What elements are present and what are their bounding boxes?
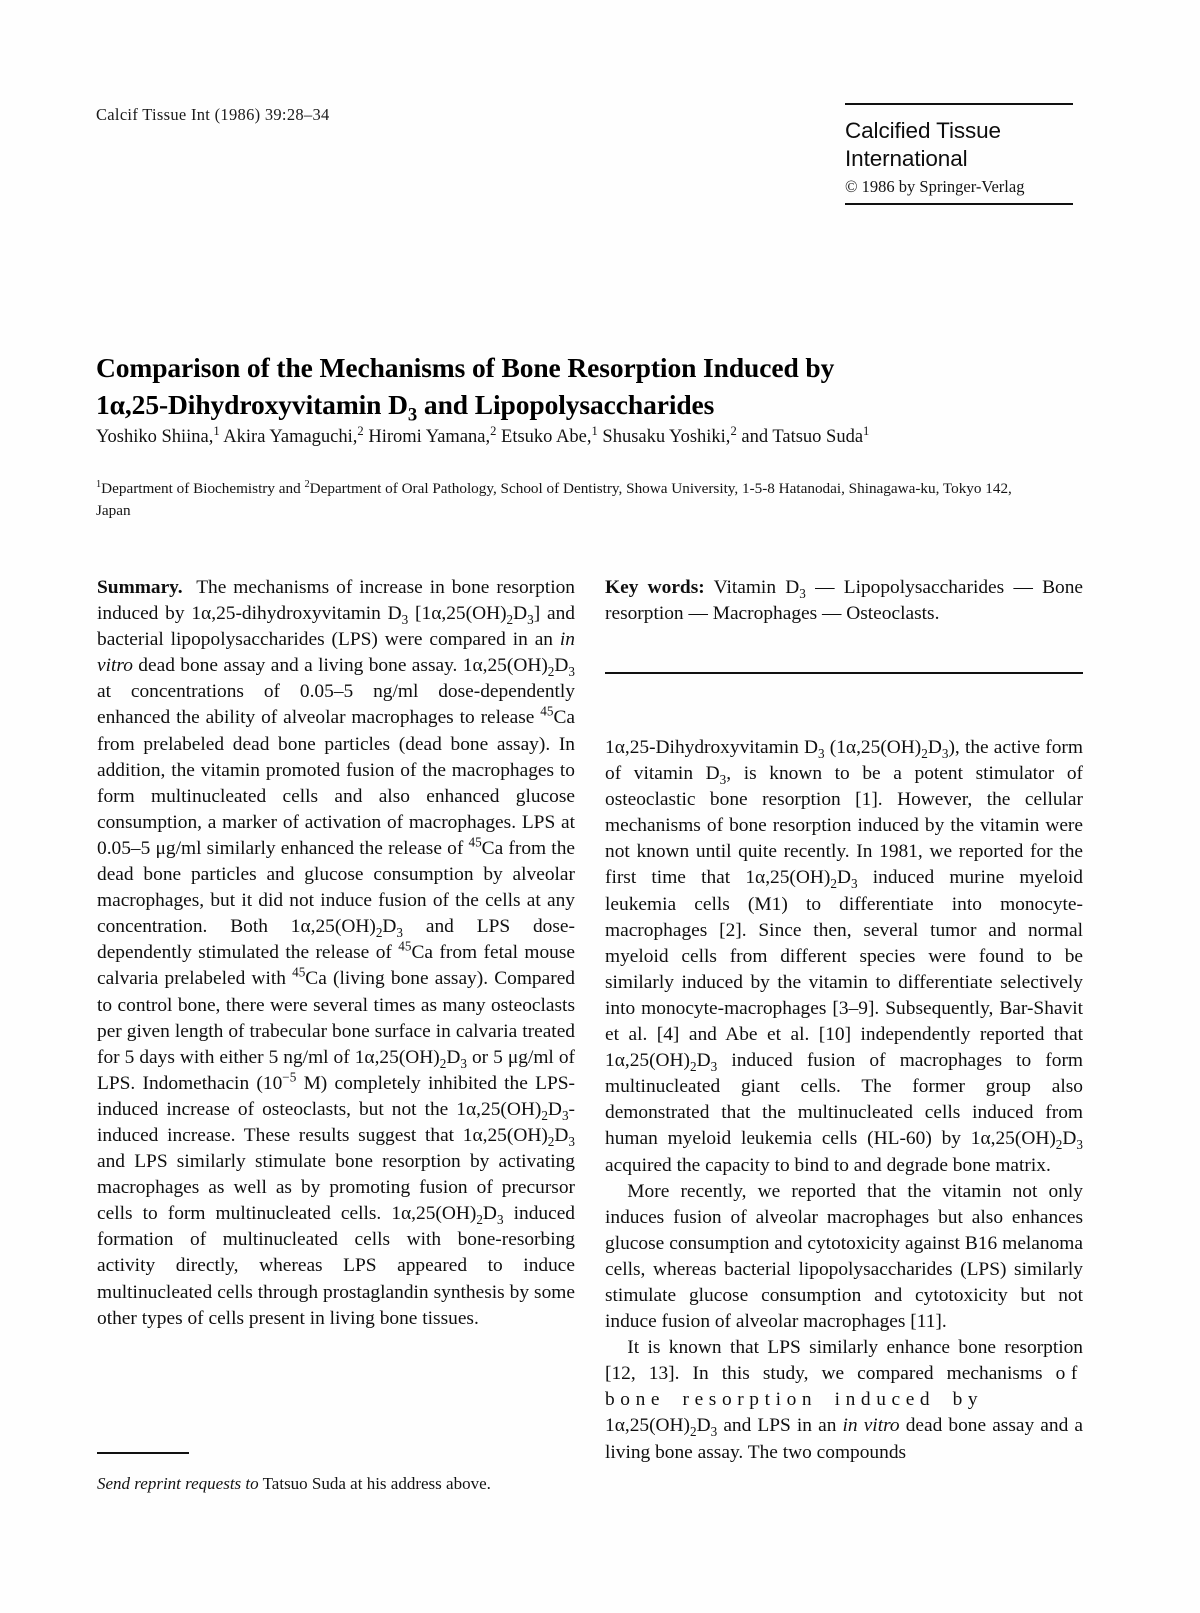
- author-list: Yoshiko Shiina,$^1$ Akira Yamaguchi,$^2$ Hiromi Yamana,$^2$ Etsuko Abe,$^1$ Shusaku Yoshiki,$^2$ and Tatsuo Suda$^1$: [96, 423, 870, 447]
- keywords-heading: Key words:: [605, 577, 705, 598]
- keywords-section: [605, 575, 1083, 627]
- masthead-rule-bottom: [845, 203, 1073, 205]
- copyright-line: © 1986 by Springer-Verlag: [845, 176, 1025, 196]
- journal-name-line-1: Calcified Tissue: [845, 118, 1001, 143]
- journal-name: [845, 117, 1073, 174]
- footnote-italic: Send reprint requests to: [97, 1474, 259, 1493]
- title-subscript: 3: [407, 404, 418, 426]
- title-line-1: Comparison of the Mechanisms of Bone Resorption Induced by: [96, 352, 835, 384]
- footnote: [97, 1473, 575, 1495]
- footnote-divider: [97, 1452, 189, 1454]
- journal-masthead: [845, 103, 1073, 205]
- summary-section: [97, 575, 575, 1332]
- keywords-divider: [605, 672, 1083, 674]
- summary-heading: Summary.: [97, 577, 183, 598]
- title-line-2-prefix: 1α,25-Dihydroxyvitamin D: [96, 388, 408, 420]
- running-head: Calcif Tissue Int (1986) 39:28–34: [96, 105, 330, 124]
- journal-name-line-2: International: [845, 146, 968, 172]
- keywords-paragraph: Key words: Vitamin $D_3$ — Lipopolysaccharides — Bone resorption — Macrophages — Osteoclasts.: [605, 577, 1084, 625]
- masthead-rule-top: [845, 103, 1073, 105]
- title-line-2-suffix: and Lipopolysaccharides: [417, 388, 715, 420]
- intro-paragraph-3: It is known that LPS similarly enhance bone resorption [12, 13]. In this study, we compared mechanisms of bone resorption induced by $1\alpha,25(OH)_2D_3$ and LPS in an in vitro dead bone assay and a living bone assay. The two compounds: [605, 1337, 1083, 1463]
- page-title: [96, 350, 1086, 426]
- intro-paragraph-1: 1α,25-Dihydroxyvitamin $D_3$ $(1\alpha,25(OH)_2D_3)$, the active form of vitamin $D_3$, is known to be a potent stimulator of osteoclastic bone resorption [1]. However, the cellular mechanisms of bone resorption induced by the vitamin were not known until quite recently. In 1981, we reported for the first time that $1\alpha,25(OH)_2D_3$ induced murine myeloid leukemia cells (M1) to differentiate into monocyte-macrophages [2]. Since then, several tumor and normal myeloid cells from different species were found to be similarly induced by the vitamin to differentiate selectively into monocyte-macrophages [3–9]. Subsequently, Bar-Shavit et al. [4] and Abe et al. [10] independently reported that $1\alpha,25(OH)_2D_3$ induced fusion of macrophages to form multinucleated giant cells. The former group also demonstrated that the multinucleated cells induced from human myeloid leukemia cells (HL-60) by $1\alpha,25(OH)_2D_3$ acquired the capacity to bind to and degrade bone matrix.: [605, 737, 1083, 1176]
- affiliation: $^1$Department of Biochemistry and $^2$Department of Oral Pathology, School of Dentistry, Showa University, 1-5-8 Hatanodai, Shinagawa-ku, Tokyo 142, Japan: [96, 478, 1012, 520]
- introduction-section: [605, 735, 1083, 1466]
- intro-paragraph-2: More recently, we reported that the vitamin not only induces fusion of alveolar macrophages but also enhances glucose consumption and cytotoxicity against B16 melanoma cells, whereas bacterial lipopolysaccharides (LPS) similarly stimulate glucose consumption and cytotoxicity but not induce fusion of alveolar macrophages [11].: [605, 1180, 1083, 1333]
- summary-paragraph: Summary. The mechanisms of increase in bone resorption induced by 1α,25-dihydroxyvitamin $D_3$ $[1\alpha,25(OH)_2D_3]$ and bacterial lipopolysaccharides (LPS) were compared in an in vitro dead bone assay and a living bone assay. $1\alpha,25(OH)_2D_3$ at concentrations of 0.05–5 ng/ml dose-dependently enhanced the ability of alveolar macrophages to release $^{45}$Ca from prelabeled dead bone particles (dead bone assay). In addition, the vitamin promoted fusion of the macrophages to form multinucleated cells and also enhanced glucose consumption, a marker of activation of macrophages. LPS at 0.05–5 μg/ml similarly enhanced the release of $^{45}$Ca from the dead bone particles and glucose consumption by alveolar macrophages, but it did not induce fusion of the cells at any concentration. Both $1\alpha,25(OH)_2D_3$ and LPS dose-dependently stimulated the release of $^{45}$Ca from fetal mouse calvaria prelabeled with $^{45}$Ca (living bone assay). Compared to control bone, there were several times as many osteoclasts per given length of trabecular bone surface in calvaria treated for 5 days with either 5 ng/ml of $1\alpha,25(OH)_2D_3$ or 5 μg/ml of LPS. Indomethacin ($10^{-5}$ M) completely inhibited the LPS-induced increase of osteoclasts, but not the $1\alpha,25(OH)_2D_3$-induced increase. These results suggest that $1\alpha,25(OH)_2D_3$ and LPS similarly stimulate bone resorption by activating macrophages as well as by promoting fusion of precursor cells to form multinucleated cells. $1\alpha,25(OH)_2D_3$ induced formation of multinucleated cells with bone-resorbing activity directly, whereas LPS appeared to induce multinucleated cells through prostaglandin synthesis by some other types of cells present in living bone tissues.: [97, 577, 575, 1329]
- footnote-rest: Tatsuo Suda at his address above.: [258, 1474, 491, 1493]
